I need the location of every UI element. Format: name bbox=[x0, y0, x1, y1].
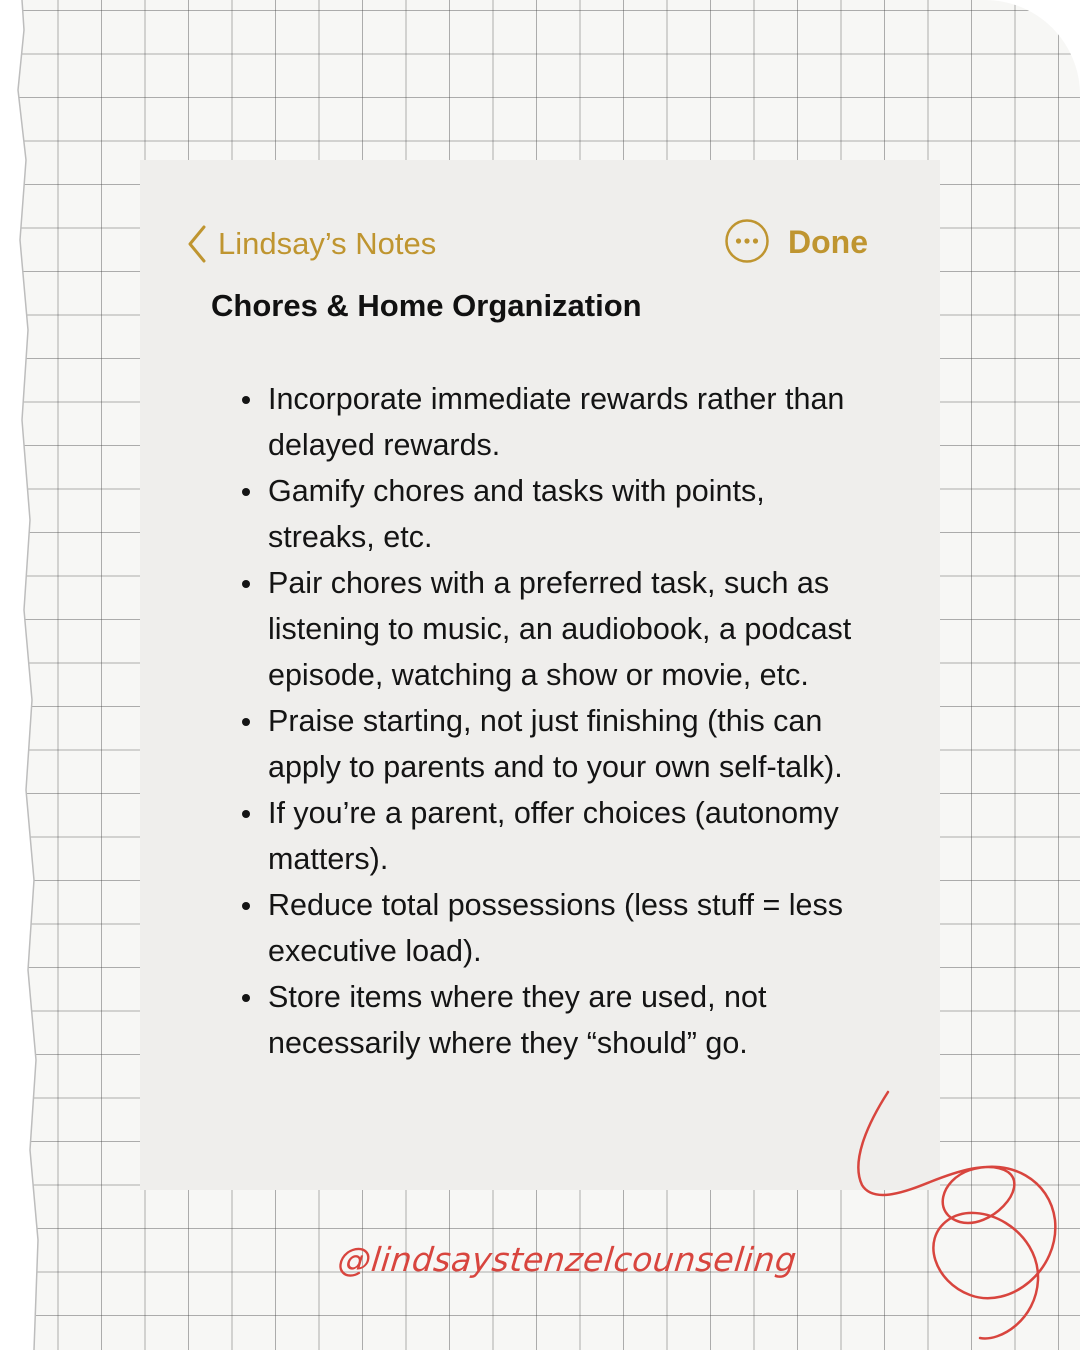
note-bullet-list bbox=[268, 376, 878, 1066]
back-button[interactable] bbox=[186, 222, 436, 266]
list-item: Reduce total possessions (less stuff = less executive load). bbox=[268, 882, 878, 974]
list-item: Praise starting, not just finishing (this can apply to parents and to your own self-talk). bbox=[268, 698, 878, 790]
list-item: Pair chores with a preferred task, such as listening to music, an audiobook, a podcast episode, watching a show or movie, etc. bbox=[268, 560, 878, 698]
back-button-label: Lindsay’s Notes bbox=[218, 226, 437, 261]
note-title: Chores & Home Organization bbox=[211, 288, 642, 323]
list-item: Incorporate immediate rewards rather than delayed rewards. bbox=[268, 376, 878, 468]
list-item: Gamify chores and tasks with points, streaks, etc. bbox=[268, 468, 878, 560]
more-options-button[interactable] bbox=[724, 218, 770, 264]
chevron-left-icon bbox=[186, 224, 208, 264]
done-button[interactable]: Done bbox=[788, 224, 868, 260]
social-handle: @lindsaystenzelcounseling bbox=[335, 1240, 799, 1279]
list-item: If you’re a parent, offer choices (autonomy matters). bbox=[268, 790, 878, 882]
list-item: Store items where they are used, not necessarily where they “should” go. bbox=[268, 974, 878, 1066]
red-scribble-decoration bbox=[840, 1080, 1080, 1350]
note-card bbox=[140, 160, 940, 1190]
ellipsis-circle-icon bbox=[724, 218, 770, 264]
